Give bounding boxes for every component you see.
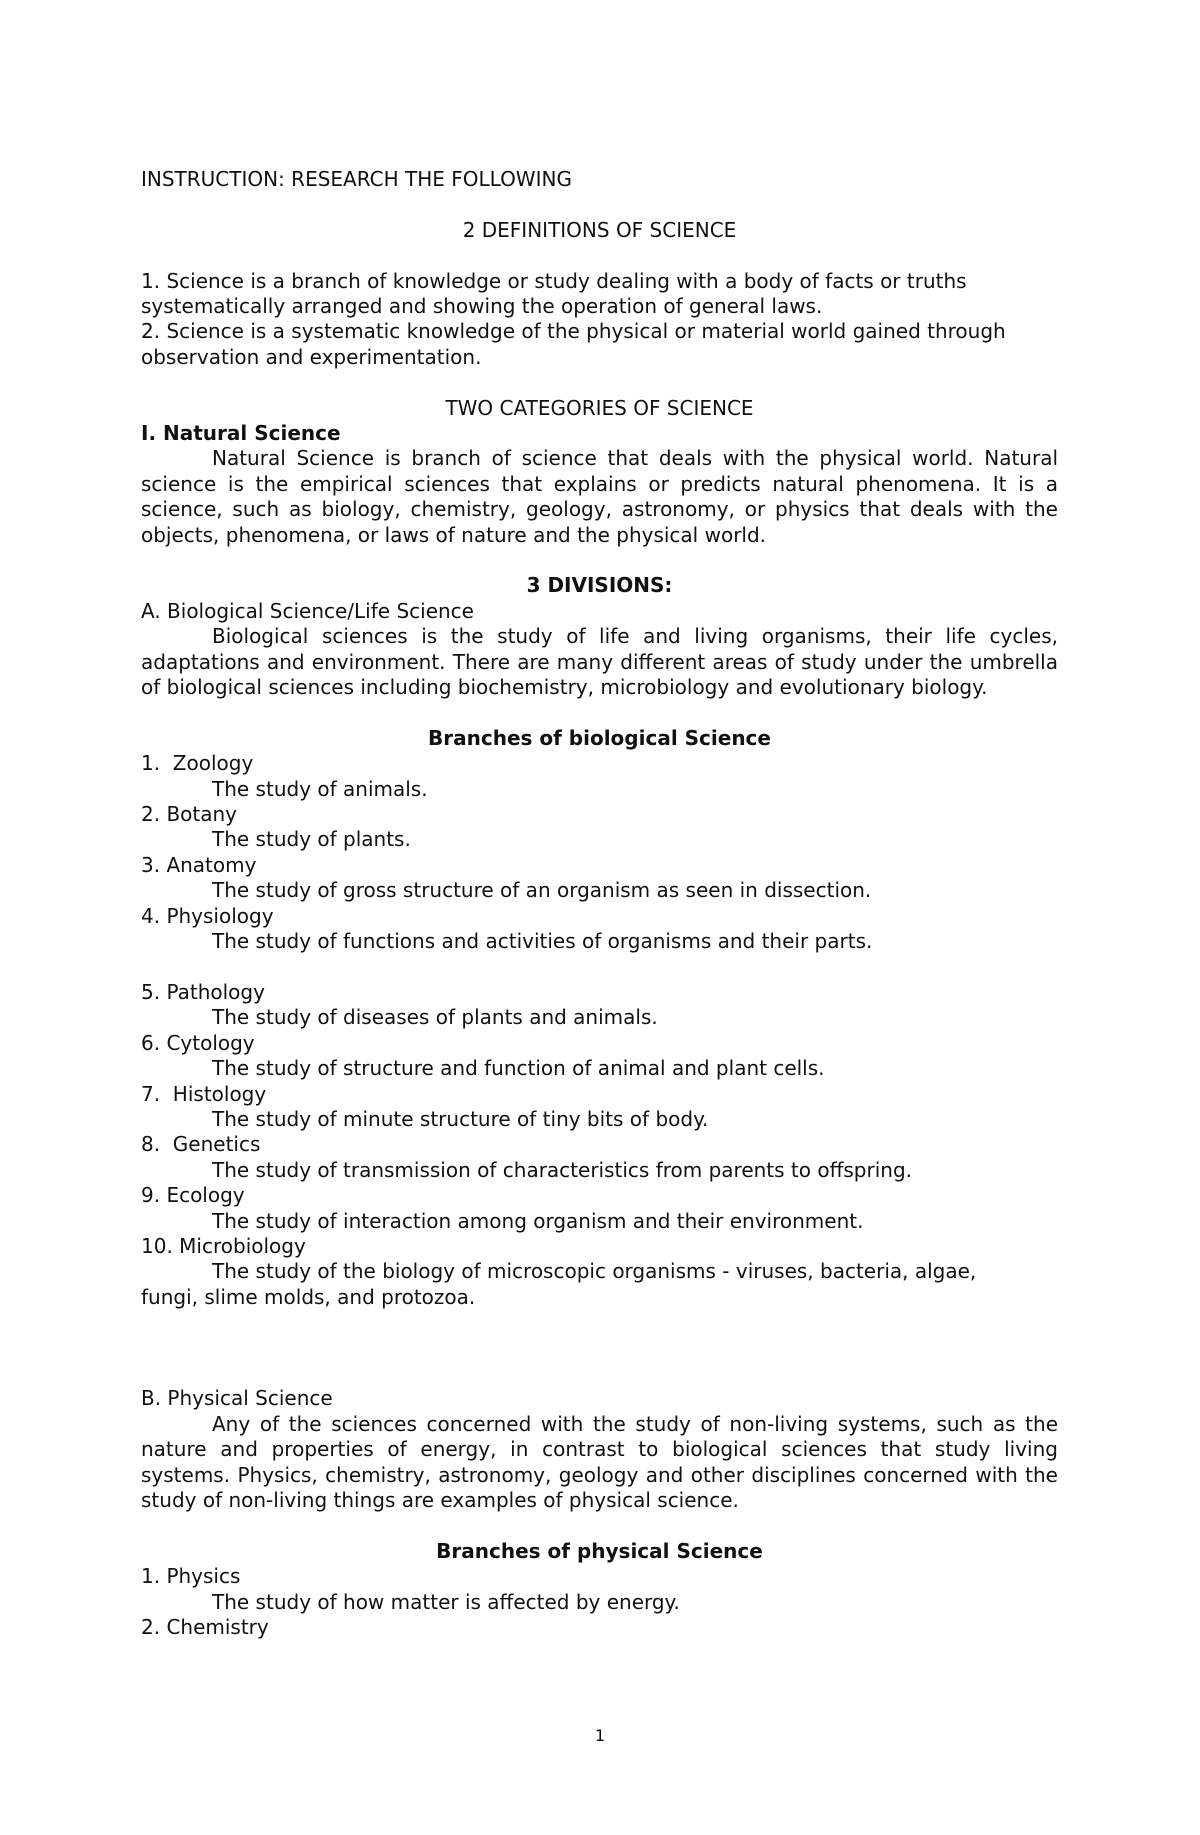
list-item-desc: The study of structure and function of animal and plant cells. (212, 1056, 825, 1081)
list-item-desc-continued: fungi, slime molds, and protozoa. (141, 1284, 476, 1309)
page-number: 1 (594, 1726, 606, 1745)
natural-science-paragraph: Natural Science is branch of science that deals with the physical world. Natural science is the empirical sciences that explains or predicts natural phenomena. It is a science, such as biology, chemistry, geology, astronomy, or physics that deals with the objects, phenomena, or laws of nature and the physical world. (141, 446, 1065, 547)
list-item-name: 1. Zoology (141, 751, 254, 776)
list-item-name: 7. Histology (141, 1081, 267, 1106)
list-item-name: 5. Pathology (141, 979, 265, 1004)
list-item-desc: The study of functions and activities of organisms and their parts. (212, 929, 873, 954)
list-item-name: 3. Anatomy (141, 852, 257, 877)
bio-branches-list (141, 751, 1058, 1310)
list-item-desc: The study of transmission of characteristics from parents to offspring. (212, 1157, 912, 1182)
list-item-desc: The study of plants. (212, 827, 411, 852)
definitions-heading: 2 DEFINITIONS OF SCIENCE (462, 217, 737, 242)
list-item-name: 1. Physics (141, 1564, 241, 1589)
categories-heading: TWO CATEGORIES OF SCIENCE (445, 395, 754, 420)
list-item-desc: The study of diseases of plants and animals. (212, 1005, 658, 1030)
list-item-name: 6. Cytology (141, 1030, 255, 1055)
bio-branches-heading: Branches of biological Science (428, 725, 771, 750)
biological-science-paragraph: Biological sciences is the study of life and living organisms, their life cycles, adaptations and environment. There are many different areas of study under the umbrella of biological sciences including biochemistry, microbiology and evolutionary biology. (141, 624, 1065, 700)
list-item-name: 4. Physiology (141, 903, 274, 928)
document-body (141, 167, 1065, 1640)
phys-branches-heading: Branches of physical Science (436, 1538, 763, 1563)
definition-item: 1. Science is a branch of knowledge or study dealing with a body of facts or truths systematically arranged and showing the operation of general laws. (141, 268, 973, 318)
physical-science-title: B. Physical Science (141, 1386, 333, 1411)
physical-science-paragraph: Any of the sciences concerned with the study of non-living systems, such as the nature and properties of energy, in contrast to biological sciences that study living systems. Physics, chemistry, astronomy, geology and other disciplines concerned with the study of non-living things are examples of physical science. (141, 1411, 1065, 1512)
list-item-desc: The study of interaction among organism and their environment. (212, 1208, 864, 1233)
divisions-heading: 3 DIVISIONS: (526, 573, 673, 598)
list-item-name: 8. Genetics (141, 1132, 261, 1157)
natural-science-title: I. Natural Science (141, 421, 341, 446)
list-item-desc: The study of how matter is affected by energy. (212, 1589, 680, 1614)
list-item-desc: The study of gross structure of an organism as seen in dissection. (212, 878, 872, 903)
biological-science-title: A. Biological Science/Life Science (141, 598, 474, 623)
list-item-desc: The study of minute structure of tiny bits of body. (212, 1106, 709, 1131)
phys-branches-list (141, 1564, 1058, 1640)
instruction-heading: INSTRUCTION: RESEARCH THE FOLLOWING (141, 167, 572, 191)
list-item-desc: The study of animals. (212, 776, 428, 801)
list-item-name: 2. Botany (141, 802, 238, 827)
list-item-name: 9. Ecology (141, 1183, 245, 1208)
list-item-name: 2. Chemistry (141, 1615, 269, 1639)
definition-item: 2. Science is a systematic knowledge of the physical or material world gained through observation and experimentation. (141, 319, 1013, 369)
list-item-name: 10. Microbiology (141, 1233, 306, 1258)
list-item-desc: The study of the biology of microscopic organisms - viruses, bacteria, algae, (212, 1259, 977, 1284)
